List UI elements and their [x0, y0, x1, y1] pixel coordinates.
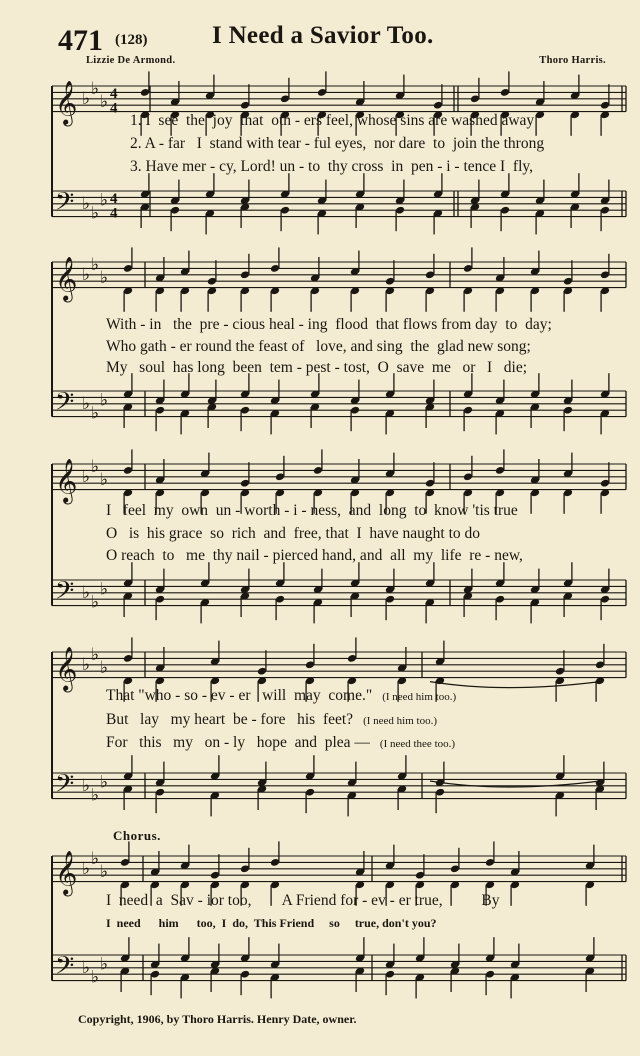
- flat-icon: ♭: [82, 654, 91, 675]
- bass-clef-icon: 𝄢: [55, 387, 75, 423]
- flat-icon: ♭: [91, 203, 100, 224]
- chorus-label: Chorus.: [113, 828, 161, 843]
- time-signature-bottom: 4: [110, 205, 118, 222]
- flat-icon: ♭: [82, 858, 91, 879]
- flat-icon: ♭: [100, 267, 109, 288]
- lyric-line: I need him too, I do, This Friend so true, don't you?: [106, 916, 437, 930]
- lyric-line: For this my on - ly hope and plea — (I need thee too.): [106, 734, 456, 751]
- lyric-line: 1. I see the joy that oth - ers feel, whose sins are washed away: [130, 112, 535, 129]
- lyricist-credit: Lizzie De Armond.: [86, 55, 176, 66]
- alt-hymn-number: (128): [115, 32, 148, 48]
- treble-clef-icon: 𝄞: [55, 458, 78, 503]
- hymn-title: I Need a Savior Too.: [212, 22, 434, 49]
- flat-icon: ♭: [91, 457, 100, 478]
- treble-clef-icon: 𝄞: [55, 256, 78, 301]
- flat-icon: ♭: [91, 785, 100, 806]
- treble-clef-icon: 𝄞: [55, 80, 78, 125]
- lyric-line: 2. A - far I stand with tear - ful eyes, nor dare to join the throng: [130, 135, 545, 152]
- time-signature-bottom: 4: [110, 100, 118, 117]
- music-system: [0, 452, 640, 636]
- flat-icon: ♭: [91, 592, 100, 613]
- flat-icon: ♭: [100, 469, 109, 490]
- flat-icon: ♭: [100, 861, 109, 882]
- lyric-line: I need a Sav - ior too, A Friend for - ev - er true, By: [106, 892, 500, 909]
- lyric-line: But lay my heart be - fore his feet? (I need him too.): [106, 711, 437, 728]
- lyric-line: I feel my own un - worth - i - ness, and long to know 'tis true: [106, 502, 518, 519]
- lyric-line: Who gath - er round the feast of love, and sing the glad new song;: [106, 338, 531, 355]
- flat-icon: ♭: [82, 393, 91, 414]
- lyric-line: My soul has long been tem - pest - tost, O save me or I die;: [106, 359, 528, 376]
- lyric-line: O reach to me thy nail - pierced hand, and all my life re - new,: [106, 547, 523, 564]
- lyric-line: 3. Have mer - cy, Lord! un - to thy cross in pen - i - tence I fly,: [130, 158, 534, 175]
- flat-icon: ♭: [100, 954, 109, 975]
- bass-clef-icon: 𝄢: [55, 187, 75, 223]
- hymn-number: 471: [58, 24, 103, 57]
- flat-icon: ♭: [91, 403, 100, 424]
- flat-icon: ♭: [100, 91, 109, 112]
- flat-icon: ♭: [91, 849, 100, 870]
- flat-icon: ♭: [82, 775, 91, 796]
- flat-icon: ♭: [91, 645, 100, 666]
- flat-icon: ♭: [100, 390, 109, 411]
- flat-icon: ♭: [82, 193, 91, 214]
- flat-icon: ♭: [82, 466, 91, 487]
- treble-clef-icon: 𝄞: [55, 646, 78, 691]
- flat-icon: ♭: [82, 264, 91, 285]
- echo-text: (I need thee too.): [379, 738, 456, 750]
- flat-icon: ♭: [82, 957, 91, 978]
- echo-text: (I need him too.): [382, 691, 457, 703]
- bass-clef-icon: 𝄢: [55, 769, 75, 805]
- flat-icon: ♭: [91, 967, 100, 988]
- flat-icon: ♭: [100, 579, 109, 600]
- flat-icon: ♭: [91, 79, 100, 100]
- time-signature-top: 4: [110, 190, 118, 207]
- lyric-line: With - in the pre - cious heal - ing flood that flows from day to day;: [106, 316, 552, 333]
- flat-icon: ♭: [100, 772, 109, 793]
- flat-icon: ♭: [100, 657, 109, 678]
- echo-text: (I need him too.): [363, 715, 437, 727]
- flat-icon: ♭: [82, 88, 91, 109]
- composer-credit: Thoro Harris.: [539, 55, 606, 66]
- flat-icon: ♭: [82, 582, 91, 603]
- lyric-line: O is his grace so rich and free, that I have naught to do: [106, 525, 481, 542]
- time-signature-top: 4: [110, 85, 118, 102]
- bass-clef-icon: 𝄢: [55, 951, 75, 987]
- copyright-footer: Copyright, 1906, by Thoro Harris. Henry Date, owner.: [78, 1012, 357, 1026]
- lyric-line: That "who - so - ev - er will may come." (I need him too.): [106, 687, 457, 704]
- flat-icon: ♭: [100, 190, 109, 211]
- flat-icon: ♭: [91, 255, 100, 276]
- bass-clef-icon: 𝄢: [55, 576, 75, 612]
- treble-clef-icon: 𝄞: [55, 850, 78, 895]
